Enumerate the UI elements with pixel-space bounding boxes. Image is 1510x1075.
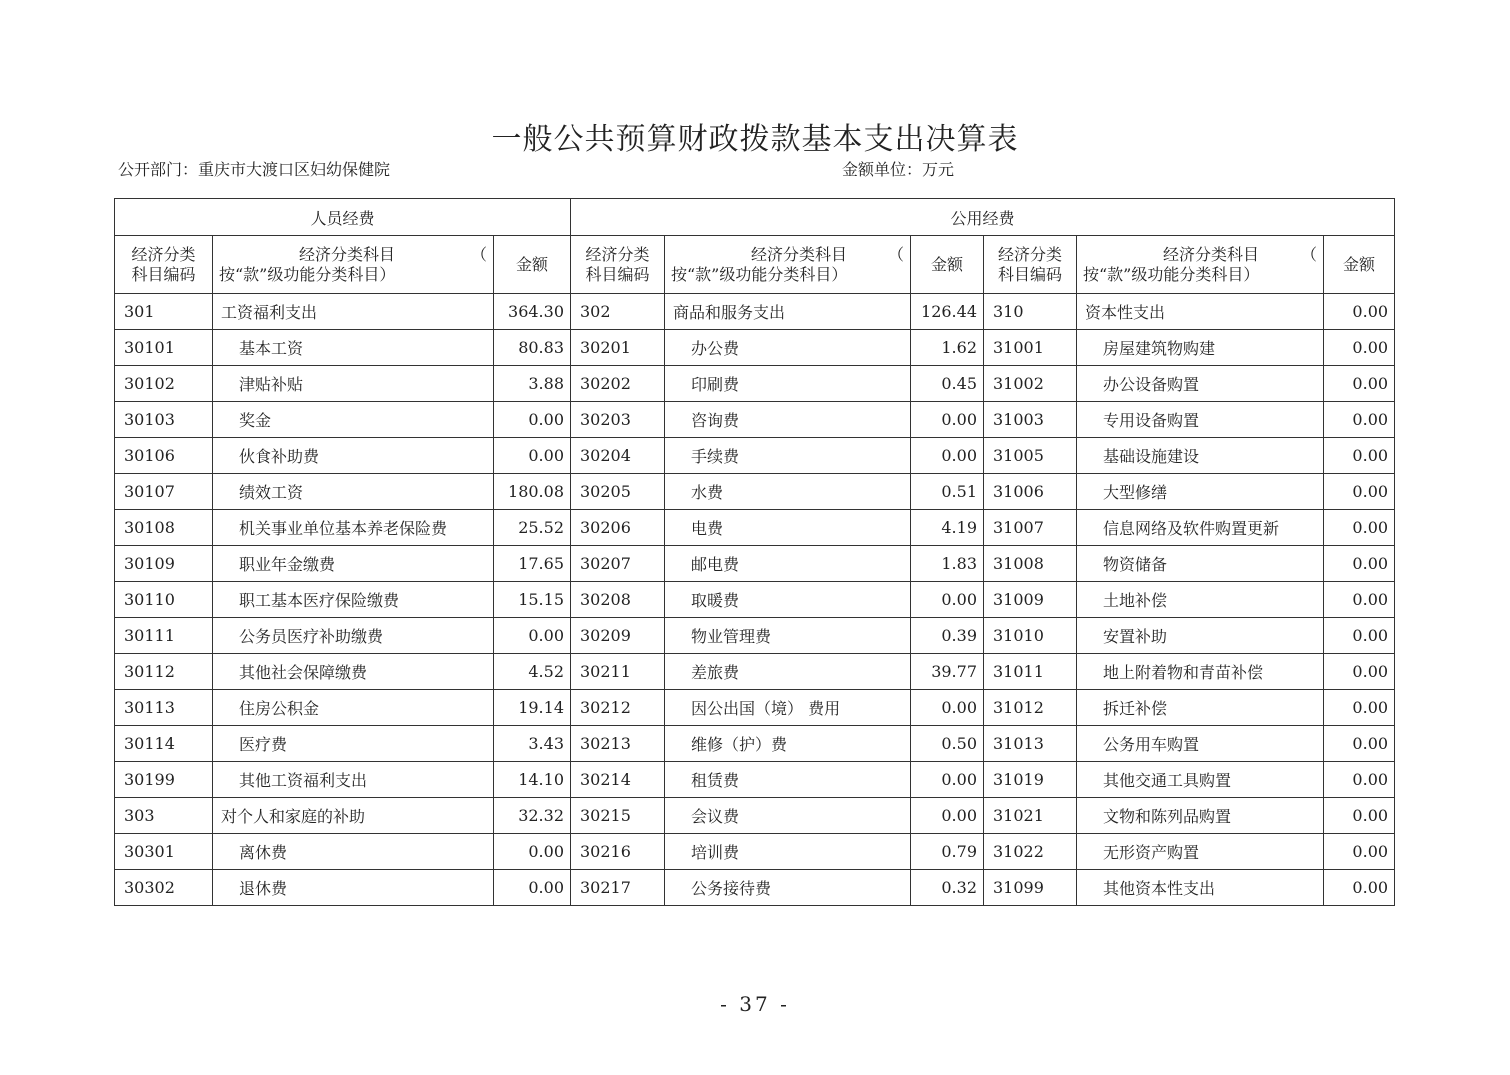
amount-cell: 80.83 bbox=[494, 330, 571, 366]
amount-cell: 0.51 bbox=[911, 474, 984, 510]
amount-cell: 1.62 bbox=[911, 330, 984, 366]
item-name-cell: 伙食补助费 bbox=[213, 438, 494, 474]
item-name-cell: 租赁费 bbox=[665, 762, 911, 798]
table-row bbox=[115, 618, 1395, 654]
amount-cell: 0.00 bbox=[1324, 510, 1395, 546]
group-header-public: 公用经费 bbox=[571, 199, 1395, 236]
amount-cell: 0.00 bbox=[494, 834, 571, 870]
amount-cell: 0.00 bbox=[911, 690, 984, 726]
code-cell: 31010 bbox=[984, 618, 1077, 654]
code-cell: 31001 bbox=[984, 330, 1077, 366]
amount-cell: 364.30 bbox=[494, 294, 571, 330]
amount-cell: 0.00 bbox=[1324, 654, 1395, 690]
table-row bbox=[115, 762, 1395, 798]
amount-cell: 0.00 bbox=[1324, 330, 1395, 366]
code-cell: 30302 bbox=[115, 870, 213, 906]
amount-cell: 0.00 bbox=[911, 582, 984, 618]
code-cell: 31007 bbox=[984, 510, 1077, 546]
item-name-cell: 基础设施建设 bbox=[1077, 438, 1324, 474]
code-cell: 30114 bbox=[115, 726, 213, 762]
code-cell: 30199 bbox=[115, 762, 213, 798]
item-name-cell: 住房公积金 bbox=[213, 690, 494, 726]
expenditure-table bbox=[114, 198, 1395, 906]
code-cell: 30209 bbox=[571, 618, 665, 654]
code-cell: 30212 bbox=[571, 690, 665, 726]
code-cell: 31019 bbox=[984, 762, 1077, 798]
table-row bbox=[115, 546, 1395, 582]
code-cell: 30101 bbox=[115, 330, 213, 366]
code-cell: 30217 bbox=[571, 870, 665, 906]
amount-cell: 0.00 bbox=[1324, 798, 1395, 834]
code-cell: 30204 bbox=[571, 438, 665, 474]
amount-cell: 0.00 bbox=[911, 798, 984, 834]
item-name-cell: 取暖费 bbox=[665, 582, 911, 618]
amount-cell: 14.10 bbox=[494, 762, 571, 798]
code-cell: 30107 bbox=[115, 474, 213, 510]
amount-cell: 0.00 bbox=[1324, 294, 1395, 330]
item-name-cell: 职工基本医疗保险缴费 bbox=[213, 582, 494, 618]
item-name-cell: 因公出国（境） 费用 bbox=[665, 690, 911, 726]
item-name-cell: 无形资产购置 bbox=[1077, 834, 1324, 870]
amount-cell: 0.32 bbox=[911, 870, 984, 906]
amount-cell: 32.32 bbox=[494, 798, 571, 834]
item-name-cell: 地上附着物和青苗补偿 bbox=[1077, 654, 1324, 690]
code-cell: 30206 bbox=[571, 510, 665, 546]
amount-cell: 0.00 bbox=[494, 870, 571, 906]
item-name-cell: 资本性支出 bbox=[1077, 294, 1324, 330]
item-name-cell: 水费 bbox=[665, 474, 911, 510]
code-cell: 31006 bbox=[984, 474, 1077, 510]
column-header-row bbox=[115, 236, 1395, 294]
item-name-cell: 离休费 bbox=[213, 834, 494, 870]
amount-cell: 25.52 bbox=[494, 510, 571, 546]
item-name-cell: 其他资本性支出 bbox=[1077, 870, 1324, 906]
code-cell: 31003 bbox=[984, 402, 1077, 438]
item-name-cell: 拆迁补偿 bbox=[1077, 690, 1324, 726]
header-code: 经济分类 科目编码 bbox=[571, 236, 665, 294]
amount-cell: 0.79 bbox=[911, 834, 984, 870]
item-name-cell: 邮电费 bbox=[665, 546, 911, 582]
table-row bbox=[115, 366, 1395, 402]
amount-cell: 0.00 bbox=[1324, 690, 1395, 726]
item-name-cell: 退休费 bbox=[213, 870, 494, 906]
amount-cell: 0.00 bbox=[1324, 618, 1395, 654]
code-cell: 30108 bbox=[115, 510, 213, 546]
item-name-cell: 办公费 bbox=[665, 330, 911, 366]
item-name-cell: 津贴补贴 bbox=[213, 366, 494, 402]
group-header-row bbox=[115, 199, 1395, 236]
table-row bbox=[115, 726, 1395, 762]
code-cell: 30111 bbox=[115, 618, 213, 654]
item-name-cell: 房屋建筑物购建 bbox=[1077, 330, 1324, 366]
item-name-cell: 职业年金缴费 bbox=[213, 546, 494, 582]
amount-cell: 0.00 bbox=[911, 438, 984, 474]
amount-cell: 0.00 bbox=[1324, 474, 1395, 510]
item-name-cell: 会议费 bbox=[665, 798, 911, 834]
item-name-cell: 公务接待费 bbox=[665, 870, 911, 906]
table-row bbox=[115, 870, 1395, 906]
item-name-cell: 工资福利支出 bbox=[213, 294, 494, 330]
code-cell: 303 bbox=[115, 798, 213, 834]
amount-cell: 0.00 bbox=[1324, 366, 1395, 402]
item-name-cell: 信息网络及软件购置更新 bbox=[1077, 510, 1324, 546]
table-row bbox=[115, 510, 1395, 546]
code-cell: 30213 bbox=[571, 726, 665, 762]
code-cell: 31002 bbox=[984, 366, 1077, 402]
code-cell: 30102 bbox=[115, 366, 213, 402]
amount-cell: 17.65 bbox=[494, 546, 571, 582]
header-name: 经济分类科目 （ 按“款”级功能分类科目） bbox=[665, 236, 911, 294]
header-amount: 金额 bbox=[1324, 236, 1395, 294]
code-cell: 30112 bbox=[115, 654, 213, 690]
item-name-cell: 培训费 bbox=[665, 834, 911, 870]
amount-cell: 0.00 bbox=[494, 438, 571, 474]
item-name-cell: 其他社会保障缴费 bbox=[213, 654, 494, 690]
amount-cell: 0.00 bbox=[1324, 438, 1395, 474]
item-name-cell: 物资储备 bbox=[1077, 546, 1324, 582]
page-title: 一般公共预算财政拨款基本支出决算表 bbox=[491, 122, 1019, 157]
code-cell: 310 bbox=[984, 294, 1077, 330]
item-name-cell: 维修（护）费 bbox=[665, 726, 911, 762]
code-cell: 30201 bbox=[571, 330, 665, 366]
amount-cell: 4.52 bbox=[494, 654, 571, 690]
amount-cell: 0.00 bbox=[1324, 582, 1395, 618]
item-name-cell: 对个人和家庭的补助 bbox=[213, 798, 494, 834]
amount-cell: 39.77 bbox=[911, 654, 984, 690]
item-name-cell: 公务用车购置 bbox=[1077, 726, 1324, 762]
amount-cell: 0.00 bbox=[1324, 402, 1395, 438]
item-name-cell: 基本工资 bbox=[213, 330, 494, 366]
code-cell: 31009 bbox=[984, 582, 1077, 618]
amount-cell: 1.83 bbox=[911, 546, 984, 582]
code-cell: 30211 bbox=[571, 654, 665, 690]
header-name: 经济分类科目 （ 按“款”级功能分类科目） bbox=[1077, 236, 1324, 294]
code-cell: 30214 bbox=[571, 762, 665, 798]
amount-cell: 0.00 bbox=[1324, 726, 1395, 762]
code-cell: 30109 bbox=[115, 546, 213, 582]
code-cell: 301 bbox=[115, 294, 213, 330]
code-cell: 31022 bbox=[984, 834, 1077, 870]
item-name-cell: 电费 bbox=[665, 510, 911, 546]
amount-cell: 3.88 bbox=[494, 366, 571, 402]
amount-cell: 15.15 bbox=[494, 582, 571, 618]
item-name-cell: 医疗费 bbox=[213, 726, 494, 762]
header-amount: 金额 bbox=[911, 236, 984, 294]
table-row bbox=[115, 294, 1395, 330]
item-name-cell: 安置补助 bbox=[1077, 618, 1324, 654]
amount-cell: 0.45 bbox=[911, 366, 984, 402]
code-cell: 30203 bbox=[571, 402, 665, 438]
header-name: 经济分类科目 （ 按“款”级功能分类科目） bbox=[213, 236, 494, 294]
item-name-cell: 土地补偿 bbox=[1077, 582, 1324, 618]
header-amount: 金额 bbox=[494, 236, 571, 294]
item-name-cell: 奖金 bbox=[213, 402, 494, 438]
item-name-cell: 手续费 bbox=[665, 438, 911, 474]
item-name-cell: 专用设备购置 bbox=[1077, 402, 1324, 438]
header-code: 经济分类 科目编码 bbox=[115, 236, 213, 294]
item-name-cell: 文物和陈列品购置 bbox=[1077, 798, 1324, 834]
group-header-personnel: 人员经费 bbox=[115, 199, 571, 236]
amount-cell: 3.43 bbox=[494, 726, 571, 762]
code-cell: 30215 bbox=[571, 798, 665, 834]
code-cell: 302 bbox=[571, 294, 665, 330]
table-row bbox=[115, 798, 1395, 834]
code-cell: 31005 bbox=[984, 438, 1077, 474]
code-cell: 30208 bbox=[571, 582, 665, 618]
item-name-cell: 机关事业单位基本养老保险费 bbox=[213, 510, 494, 546]
item-name-cell: 商品和服务支出 bbox=[665, 294, 911, 330]
amount-cell: 0.00 bbox=[1324, 762, 1395, 798]
table-row bbox=[115, 690, 1395, 726]
amount-cell: 0.50 bbox=[911, 726, 984, 762]
code-cell: 30106 bbox=[115, 438, 213, 474]
code-cell: 31012 bbox=[984, 690, 1077, 726]
table-row bbox=[115, 474, 1395, 510]
code-cell: 31011 bbox=[984, 654, 1077, 690]
code-cell: 30113 bbox=[115, 690, 213, 726]
amount-cell: 4.19 bbox=[911, 510, 984, 546]
amount-cell: 0.00 bbox=[1324, 870, 1395, 906]
item-name-cell: 其他交通工具购置 bbox=[1077, 762, 1324, 798]
item-name-cell: 咨询费 bbox=[665, 402, 911, 438]
amount-cell: 126.44 bbox=[911, 294, 984, 330]
item-name-cell: 大型修缮 bbox=[1077, 474, 1324, 510]
amount-cell: 180.08 bbox=[494, 474, 571, 510]
item-name-cell: 办公设备购置 bbox=[1077, 366, 1324, 402]
amount-cell: 0.00 bbox=[1324, 834, 1395, 870]
code-cell: 31099 bbox=[984, 870, 1077, 906]
code-cell: 30202 bbox=[571, 366, 665, 402]
code-cell: 30301 bbox=[115, 834, 213, 870]
department-label: 公开部门：重庆市大渡口区妇幼保健院 bbox=[118, 160, 391, 179]
table-row bbox=[115, 834, 1395, 870]
code-cell: 30216 bbox=[571, 834, 665, 870]
amount-cell: 0.00 bbox=[911, 402, 984, 438]
amount-cell: 0.39 bbox=[911, 618, 984, 654]
item-name-cell: 印刷费 bbox=[665, 366, 911, 402]
code-cell: 30205 bbox=[571, 474, 665, 510]
table-row bbox=[115, 402, 1395, 438]
table-row bbox=[115, 330, 1395, 366]
code-cell: 30103 bbox=[115, 402, 213, 438]
item-name-cell: 物业管理费 bbox=[665, 618, 911, 654]
amount-cell: 0.00 bbox=[494, 402, 571, 438]
amount-cell: 0.00 bbox=[494, 618, 571, 654]
amount-cell: 0.00 bbox=[1324, 546, 1395, 582]
item-name-cell: 公务员医疗补助缴费 bbox=[213, 618, 494, 654]
code-cell: 31008 bbox=[984, 546, 1077, 582]
item-name-cell: 绩效工资 bbox=[213, 474, 494, 510]
amount-cell: 19.14 bbox=[494, 690, 571, 726]
table-row bbox=[115, 654, 1395, 690]
page-number: - 37 - bbox=[720, 992, 790, 1016]
code-cell: 31013 bbox=[984, 726, 1077, 762]
item-name-cell: 其他工资福利支出 bbox=[213, 762, 494, 798]
unit-label: 金额单位：万元 bbox=[842, 160, 955, 179]
code-cell: 30110 bbox=[115, 582, 213, 618]
code-cell: 30207 bbox=[571, 546, 665, 582]
item-name-cell: 差旅费 bbox=[665, 654, 911, 690]
code-cell: 31021 bbox=[984, 798, 1077, 834]
table-row bbox=[115, 438, 1395, 474]
table-row bbox=[115, 582, 1395, 618]
header-code: 经济分类 科目编码 bbox=[984, 236, 1077, 294]
amount-cell: 0.00 bbox=[911, 762, 984, 798]
